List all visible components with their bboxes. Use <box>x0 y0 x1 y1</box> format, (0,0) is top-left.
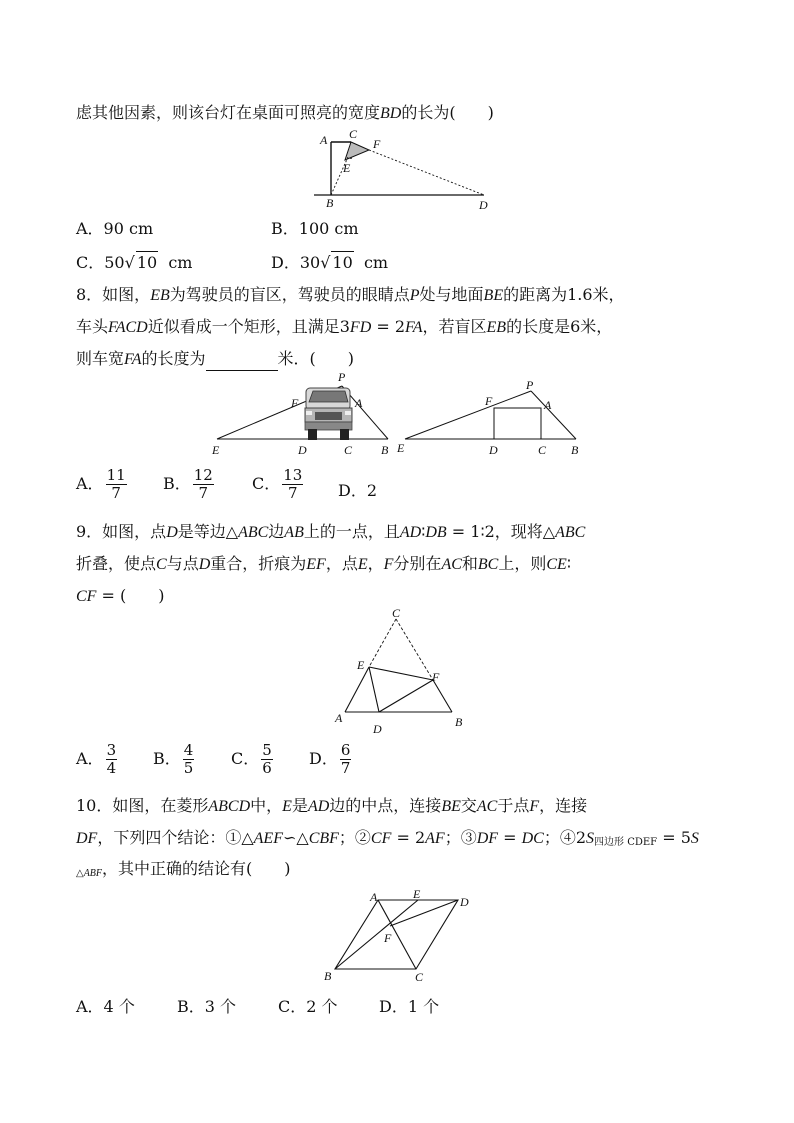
q7-label-d: D <box>479 198 488 212</box>
q8-stem-line2: 车头FACD近似看成一个矩形，且满足3FD = 2FA，若盲区EB的长度是6米， <box>76 317 613 336</box>
q9-option-b[interactable]: B． $\frac{4}{5}$ <box>153 741 194 777</box>
q10-option-d[interactable]: D．1 个 <box>379 997 440 1016</box>
q8-stem-line3: 则车宽FA的长度为 米．( ) <box>76 348 354 371</box>
q9-stem-line3: CF = ( ) <box>76 586 165 605</box>
q8-diagram-label-b: B <box>571 443 579 457</box>
q8-option-c[interactable]: C． $\frac{13}{7}$ <box>252 466 303 502</box>
q9-option-a[interactable]: A． $\frac{3}{4}$ <box>76 741 117 777</box>
q9-label-b: B <box>455 715 463 729</box>
q9-figure <box>335 607 470 737</box>
q8-photo-label-d: D <box>298 443 307 457</box>
q10-label-d: D <box>460 895 469 909</box>
q9-label-c: C <box>392 606 401 620</box>
q8-photo-label-p: P <box>338 370 346 384</box>
q10-option-a[interactable]: A．4 个 <box>76 997 135 1016</box>
q7-figure <box>310 128 500 210</box>
q10-stem-line1: 10．如图，在菱形ABCD中，E是AD边的中点，连接BE交AC于点F，连接 <box>76 796 588 815</box>
q8-option-b[interactable]: B． $\frac{12}{7}$ <box>163 466 213 502</box>
q9-stem-line1: 9．如图，点D是等边△ABC边AB上的一点，且AD∶DB = 1∶2，现将△ABC <box>76 522 586 541</box>
q8-diagram-label-d: D <box>489 443 498 457</box>
q10-figure <box>318 888 478 988</box>
q8-option-d[interactable]: D．2 <box>338 481 378 500</box>
q7-option-d[interactable]: D．30√ 10 cm <box>271 253 389 272</box>
q7-option-c[interactable]: C．50√ 10 cm <box>76 253 193 272</box>
q10-label-e: E <box>413 887 421 901</box>
q8-photo-label-f: F <box>291 396 299 410</box>
q7-label-b: B <box>326 196 334 210</box>
q9-option-d[interactable]: D． $\frac{6}{7}$ <box>309 741 351 777</box>
q7-label-a: A <box>320 133 328 147</box>
q8-diagram-label-c: C <box>538 443 547 457</box>
q10-label-c: C <box>415 970 424 984</box>
q10-label-a: A <box>370 890 378 904</box>
answer-blank[interactable] <box>206 354 278 371</box>
q7-label-c: C <box>349 127 358 141</box>
q7-label-e: E <box>343 161 351 175</box>
q9-label-a: A <box>335 711 343 725</box>
q8-diagram-label-e: E <box>397 441 405 455</box>
q9-stem-line2: 折叠，使点C与点D重合，折痕为EF，点E，F分别在AC和BC上，则CE∶ <box>76 554 571 573</box>
q10-label-b: B <box>324 969 332 983</box>
q8-photo-label-b: B <box>381 443 389 457</box>
q9-option-c[interactable]: C． $\frac{5}{6}$ <box>231 741 272 777</box>
q10-stem-line3: $_{\triangle ABF}$，其中正确的结论有( ) <box>76 859 291 879</box>
q8-photo-label-e: E <box>212 443 220 457</box>
q7-option-b[interactable]: B．100 cm <box>271 219 359 238</box>
truck-image <box>305 388 352 440</box>
q9-label-d: D <box>373 722 382 736</box>
q8-diagram-figure <box>395 370 590 458</box>
q7-label-f: F <box>373 137 381 151</box>
q10-stem-line2: DF，下列四个结论：①△AEF∽△CBF；②CF = 2AF；③DF = DC；$④2S_{四边形 CDEF} = 5S$ <box>76 828 699 848</box>
q8-option-a[interactable]: A． $\frac{11}{7}$ <box>76 466 126 502</box>
q8-stem-line1: 8．如图，EB为驾驶员的盲区，驾驶员的眼睛点P处与地面BE的距离为1.6米， <box>76 285 625 304</box>
q8-photo-figure <box>205 370 400 458</box>
q10-option-b[interactable]: B．3 个 <box>177 997 237 1016</box>
q10-option-c[interactable]: C．2 个 <box>278 997 338 1016</box>
q9-label-f: F <box>432 670 440 684</box>
q8-photo-label-a: A <box>355 396 363 410</box>
q9-label-e: E <box>357 658 365 672</box>
q8-photo-label-c: C <box>344 443 353 457</box>
q8-diagram-label-p: P <box>526 378 534 392</box>
q7-option-a[interactable]: A．90 cm <box>76 219 154 238</box>
q10-label-f: F <box>384 931 392 945</box>
q8-diagram-label-a: A <box>544 398 552 412</box>
q7-stem: 虑其他因素，则该台灯在桌面可照亮的宽度BD的长为( ) <box>76 103 494 122</box>
q8-diagram-label-f: F <box>485 394 493 408</box>
